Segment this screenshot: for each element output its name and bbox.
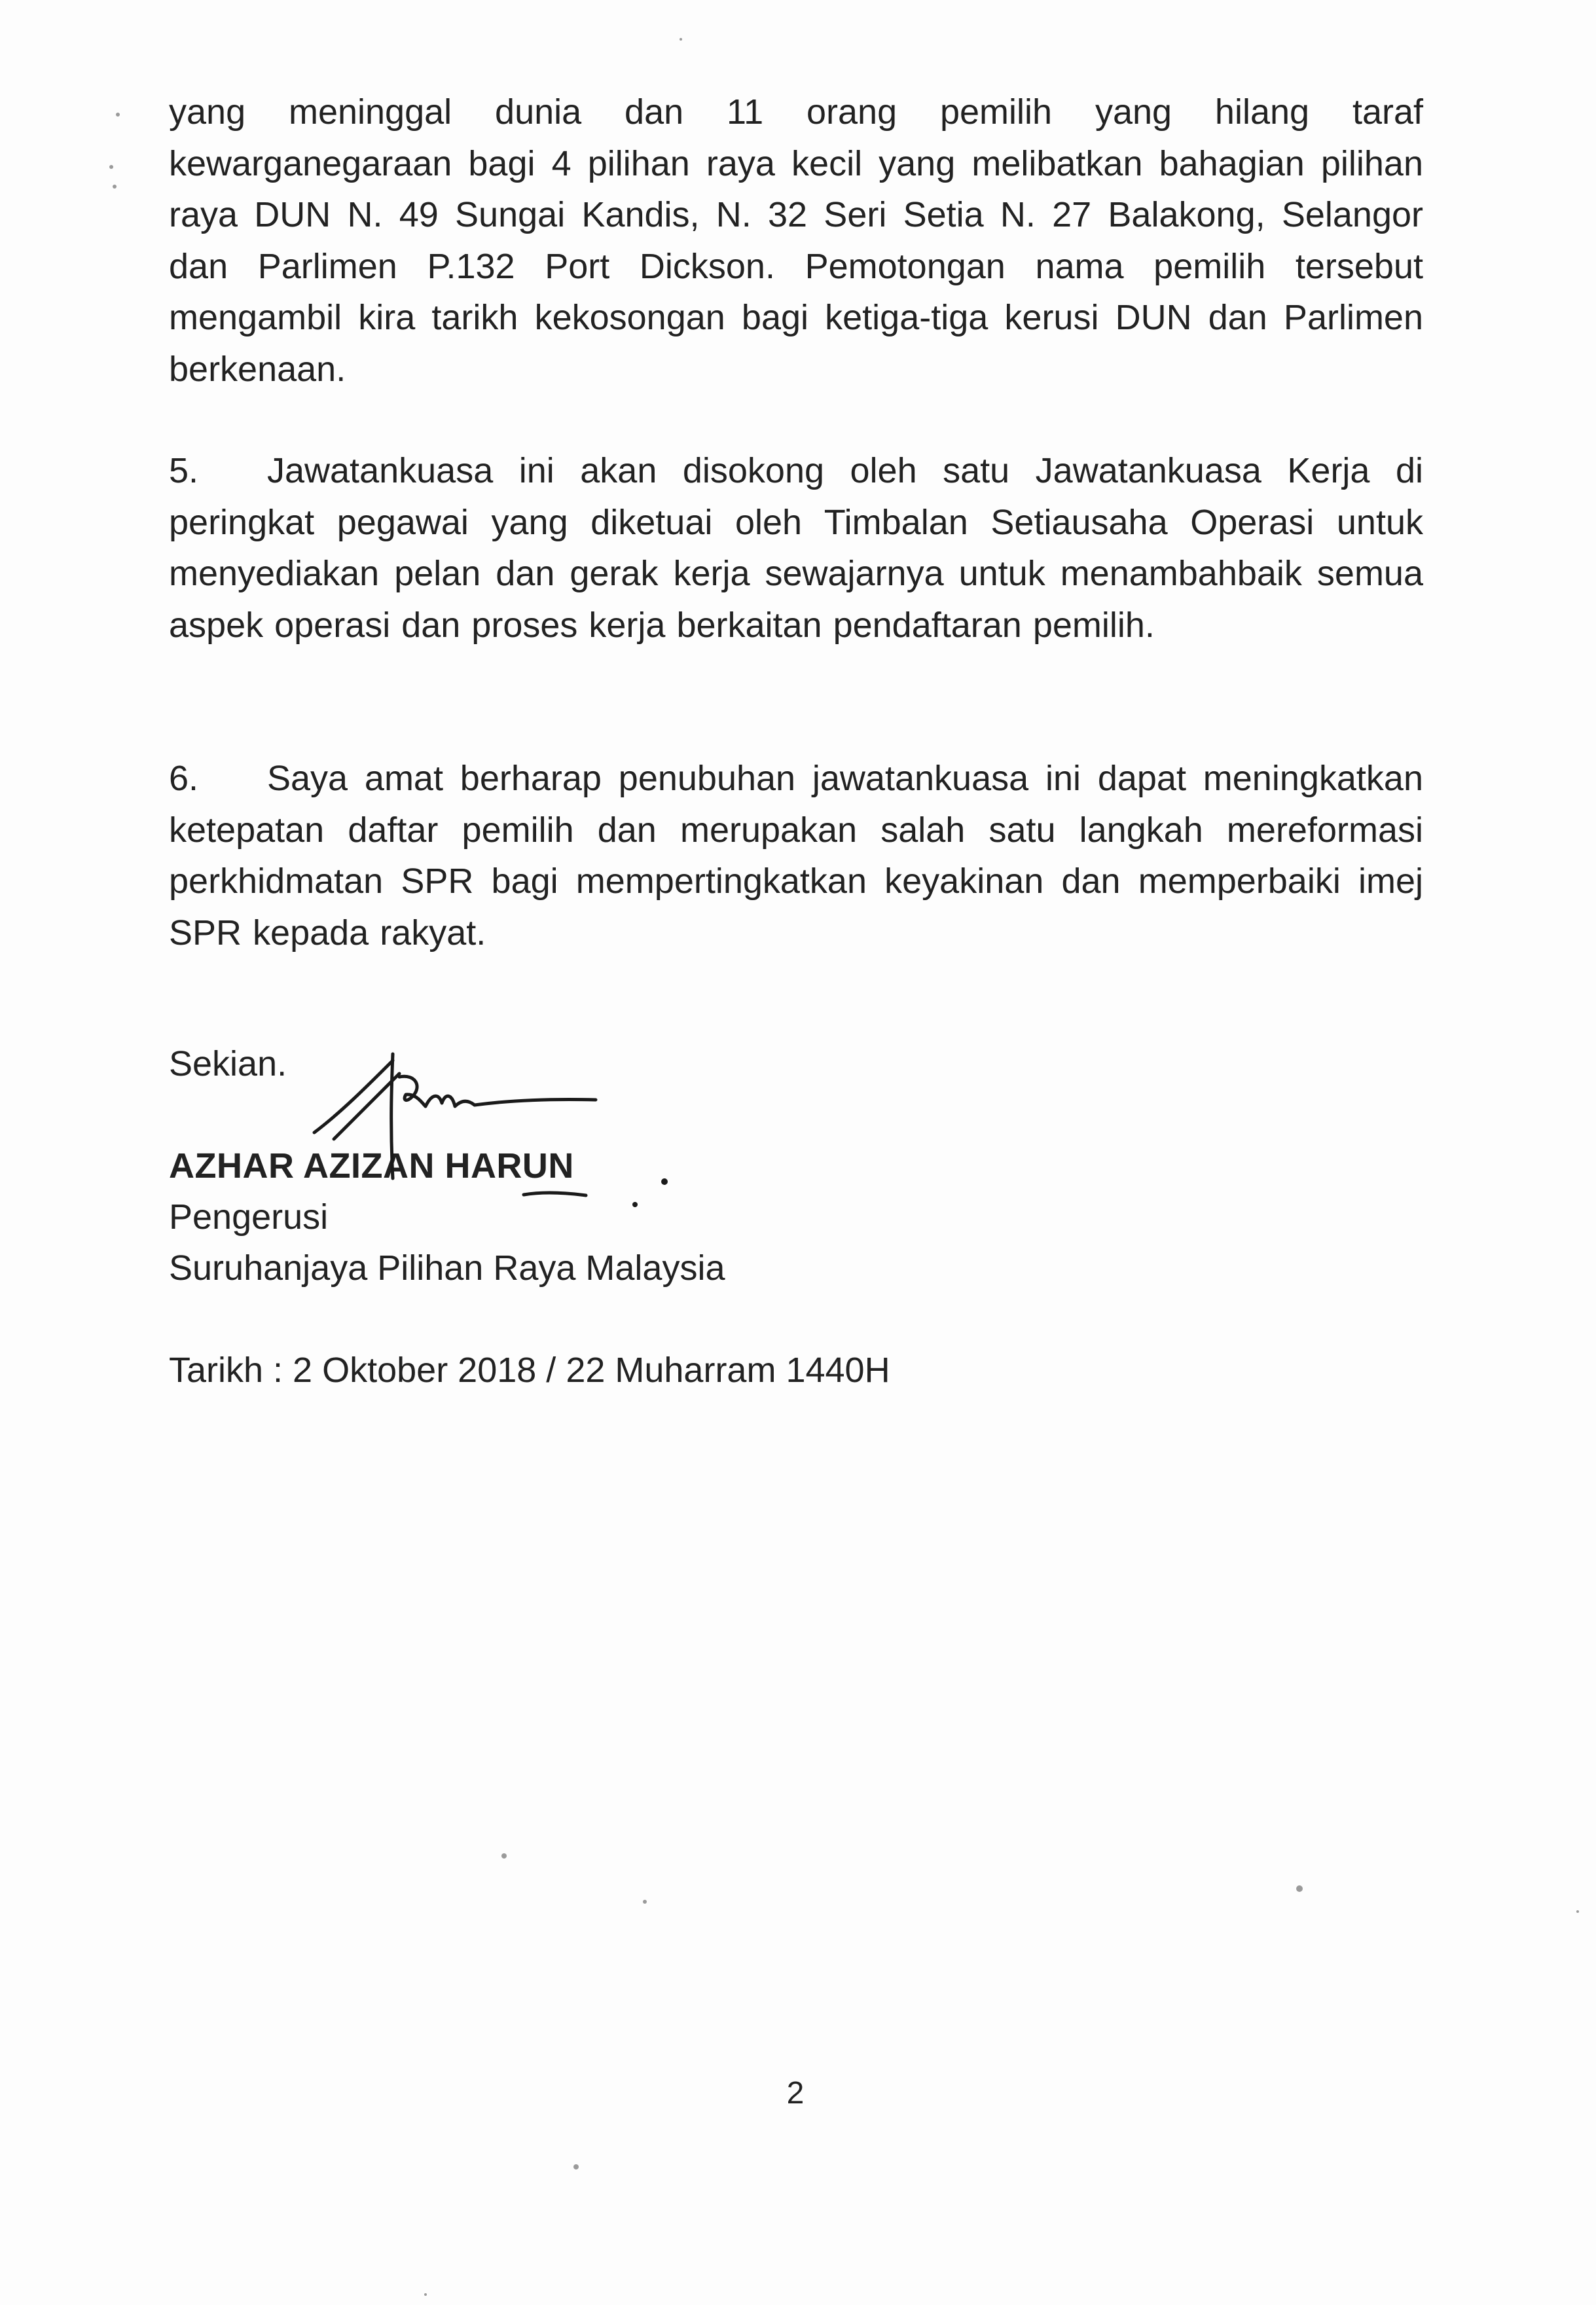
paragraph-6-text: Saya amat berharap penubuhan jawatankuasa ini dapat meningkatkan ketepatan daftar pemilih dan merupakan salah satu langkah mereformasi perkhidmatan SPR bagi mempertingkatkan keyakinan dan memperbaiki imej SPR kepada rakyat. bbox=[169, 759, 1423, 953]
signatory-name: AZHAR AZIZAN HARUN bbox=[169, 1146, 574, 1186]
closing-salutation: Sekian. bbox=[169, 1044, 287, 1083]
paragraph-continuation: yang meninggal dunia dan 11 orang pemilih yang hilang taraf kewarganegaraan bagi 4 pilihan raya kecil yang melibatkan bahagian pilihan raya DUN N. 49 Sungai Kandis, N. 32 Seri Setia N. 27 Balakong, Selangor dan Parlimen P.132 Port Dickson. Pemotongan nama pemilih tersebut mengambil kira tarikh kekosongan bagi ketiga-tiga kerusi DUN dan Parlimen berkenaan. bbox=[169, 92, 1423, 389]
paragraph-5-number: 5. bbox=[169, 451, 199, 490]
paragraph-5 bbox=[169, 445, 1423, 651]
signatory-title: Pengerusi bbox=[169, 1197, 329, 1237]
paragraph-6-number: 6. bbox=[169, 759, 199, 798]
paragraph-6 bbox=[169, 753, 1423, 958]
page-number: 2 bbox=[786, 2076, 805, 2111]
signatory-organisation: Suruhanjaya Pilihan Raya Malaysia bbox=[169, 1248, 725, 1288]
paragraph-5-text: Jawatankuasa ini akan disokong oleh satu Jawatankuasa Kerja di peringkat pegawai yang diketuai oleh Timbalan Setiausaha Operasi untuk menyediakan pelan dan gerak kerja sewajarnya untuk menambahbaik semua aspek operasi dan proses kerja berkaitan pendaftaran pemilih. bbox=[169, 451, 1423, 645]
handwritten-signature bbox=[308, 1047, 714, 1244]
date-line: Tarikh : 2 Oktober 2018 / 22 Muharram 1440H bbox=[169, 1351, 890, 1390]
